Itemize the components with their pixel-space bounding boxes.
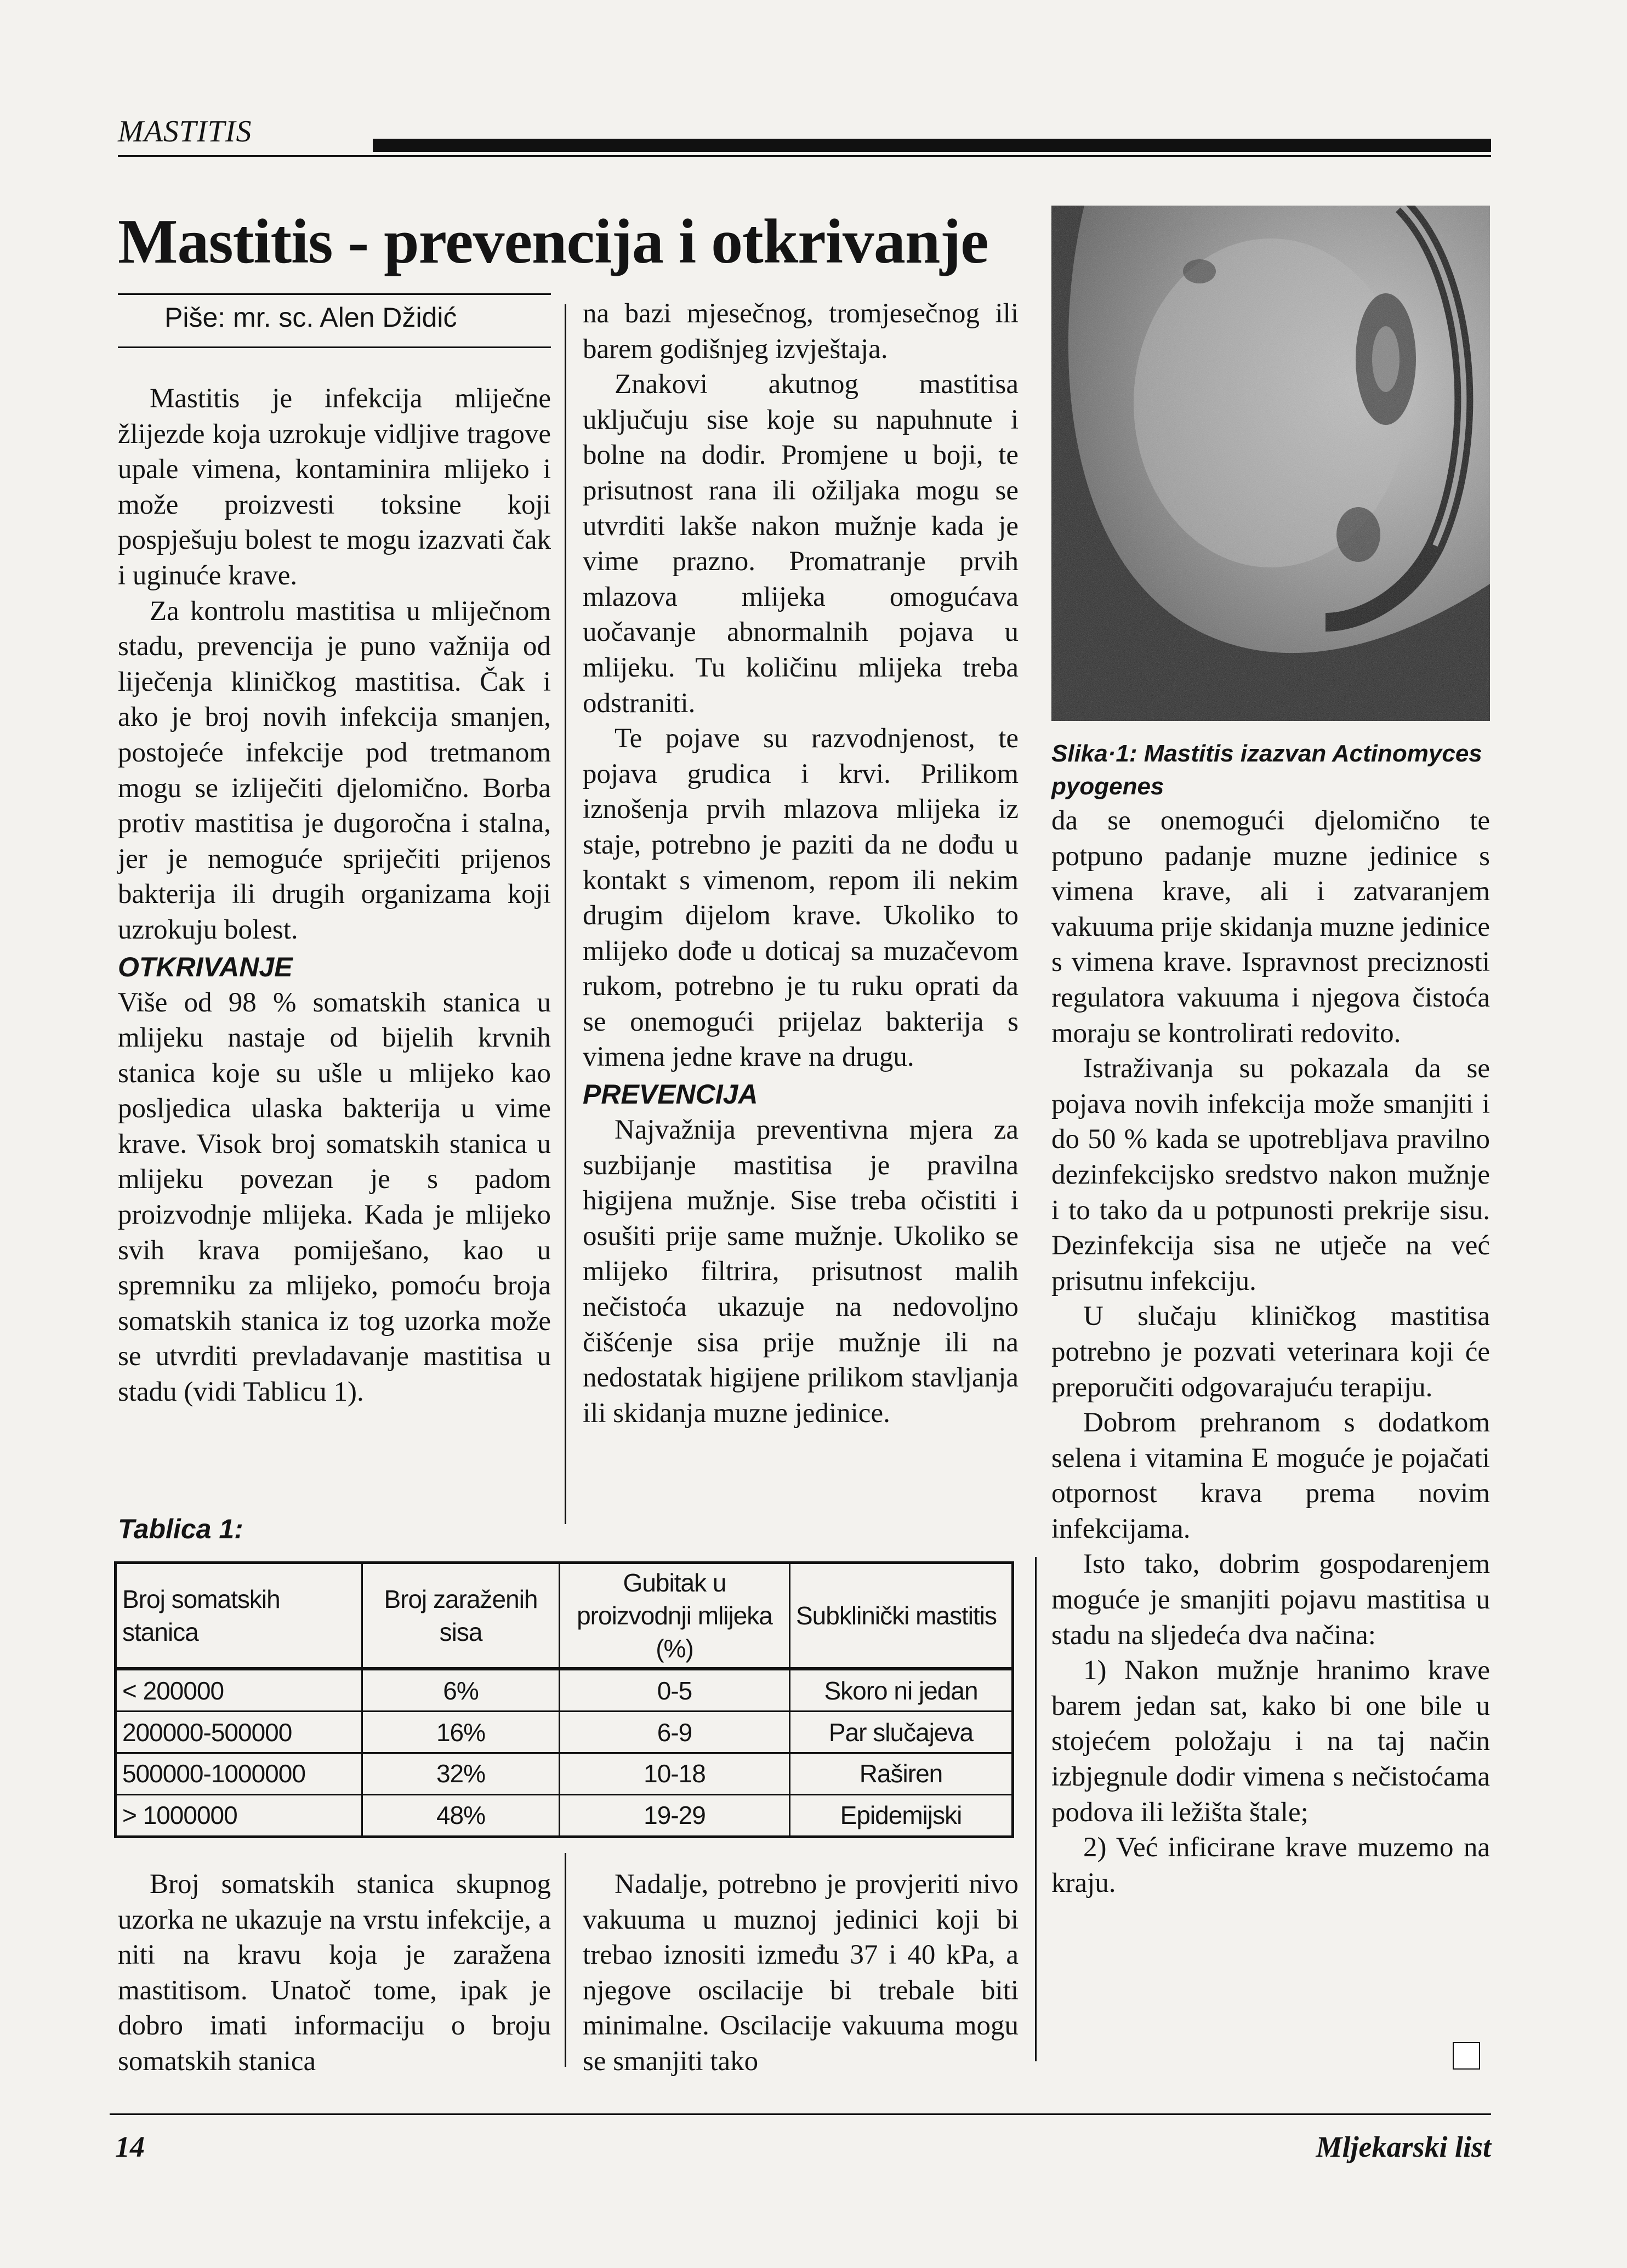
column-divider: [565, 304, 566, 1524]
paragraph: da se onemogući djelomično te potpuno padanje muzne jedinice s vimena krave, ali i zatvaranjem vakuuma prije skidanja muzne jedinice s vimena krave. Ispravnost preciznosti regulatora vakuuma i njegova čistoća moraju se kontrolirati redovito.: [1051, 805, 1490, 1049]
paragraph: Broj somatskih stanica skupnog uzorka ne ukazuje na vrstu infekcije, a niti na kravu koja je zaražena mastitisom. Unatoč tome, ipak je dobro imati informaciju o broju somatskih stanica: [118, 1869, 551, 2077]
magazine-name: Mljekarski list: [1316, 2130, 1491, 2163]
header-thin-rule: [118, 155, 1491, 157]
table-cell: 10-18: [560, 1753, 790, 1795]
paragraph: Istraživanja su pokazala da se pojava novih infekcija može smanjiti i do 50 % kada se upotrebljava pravilno dezinfekcijsko sredstvo nakon mužnje i to tako da u potpunosti prekrije sisu. Dezinfekcija sisa ne utječe na već prisutnu infekciju.: [1051, 1053, 1490, 1297]
table-header: Subklinički mastitis: [790, 1563, 1013, 1669]
table-cell: 200000-500000: [116, 1712, 362, 1753]
paragraph: Najvažnija preventivna mjera za suzbijanje mastitisa je pravilna higijena mužnje. Sise treba očistiti i osušiti prije same mužnje. Ukoliko se mlijeko filtrira, prisutnost malih nečistoća ukazuje na nedovoljno čišćenje sisa prije mužnje ili na nedostatak higijene prilikom stavljanja ili skidanja muzne jedinice.: [583, 1115, 1019, 1429]
table-row: [116, 1669, 1013, 1712]
udder-photo-illustration: [1051, 206, 1490, 721]
table-row: [116, 1753, 1013, 1795]
table-cell: > 1000000: [116, 1794, 362, 1837]
section-heading-otkrivanje: OTKRIVANJE: [118, 951, 293, 982]
end-of-article-mark: [1453, 2042, 1480, 2070]
column-2: [583, 296, 1019, 1431]
table-cell: Epidemijski: [790, 1794, 1013, 1837]
table-header: Gubitak u proizvodnji mlijeka (%): [560, 1563, 790, 1669]
table-cell: 32%: [362, 1753, 560, 1795]
table-cell: Skoro ni jedan: [790, 1669, 1013, 1712]
author-rule-top: [118, 293, 551, 295]
column-divider: [565, 1853, 566, 2067]
paragraph: Dobrom prehranom s dodatkom selena i vitamina E moguće je pojačati otpornost krava prema novim infekcijama.: [1051, 1407, 1490, 1544]
section-label: MASTITIS: [118, 115, 252, 149]
header-rule: [373, 139, 1491, 152]
table-row: [116, 1794, 1013, 1837]
paragraph: Isto tako, dobrim gospodarenjem moguće je smanjiti pojavu mastitisa u stadu na sljedeća dva načina:: [1051, 1549, 1490, 1651]
section-heading-prevencija: PREVENCIJA: [583, 1079, 758, 1110]
author-rule-bottom: [118, 346, 551, 348]
table-cell: 48%: [362, 1794, 560, 1837]
table-row: [116, 1712, 1013, 1753]
column-3: [1051, 803, 1490, 1901]
table-cell: Raširen: [790, 1753, 1013, 1795]
figure-caption: Slika·1: Mastitis izazvan Actinomyces pyogenes: [1051, 740, 1482, 800]
article-title: Mastitis - prevencija i otkrivanje: [118, 207, 988, 277]
column-divider: [1035, 1557, 1037, 2061]
paragraph: Nadalje, potrebno je provjeriti nivo vakuuma u muznoj jedinici koji bi trebao iznositi između 37 i 40 kPa, a njegove oscilacije bi trebale biti minimalne. Oscilacije vakuuma mogu se smanjiti tako: [583, 1869, 1019, 2077]
table-cell: 6-9: [560, 1712, 790, 1753]
footer-rule: [110, 2113, 1491, 2115]
table-cell: 19-29: [560, 1794, 790, 1837]
table-cell: 16%: [362, 1712, 560, 1753]
table-header: Broj zaraženih sisa: [362, 1563, 560, 1669]
paragraph: 2) Već inficirane krave muzemo na kraju.: [1051, 1832, 1490, 1898]
table-cell: 6%: [362, 1669, 560, 1712]
paragraph: Za kontrolu mastitisa u mliječnom stadu, prevencija je puno važnija od liječenja kliničkog mastitisa. Čak i ako je broj novih infekcija smanjen, postojeće infekcije pod tretmanom mogu se izliječiti djelomično. Borba protiv mastitisa je dugoročna i stalna, jer je nemoguće spriječiti prijenos bakterija ili drugih organizama koji uzrokuju bolest.: [118, 595, 551, 945]
somatic-cell-table: [114, 1561, 1014, 1838]
bottom-left-text: [118, 1867, 551, 2079]
paragraph: Znakovi akutnog mastitisa uključuju sise koje su napuhnute i bolne na dodir. Promjene u boji, te prisutnost rana ili ožiljaka mogu se utvrditi lakše nakon mužnje kada je vime prazno. Promatranje prvih mlazova mlijeka omogućava uočavanje abnormalnih pojava u mlijeku. Tu količinu mlijeka treba odstraniti.: [583, 369, 1019, 719]
table-cell: 500000-1000000: [116, 1753, 362, 1795]
column-1: [118, 381, 551, 1410]
paragraph: U slučaju kliničkog mastitisa potrebno je pozvati veterinara koji će preporučiti odgovarajuću terapiju.: [1051, 1301, 1490, 1403]
paragraph: Više od 98 % somatskih stanica u mlijeku nastaje od bijelih krvnih stanica koje su ušle u mlijeko kao posljedica ulaska bakterija u vime krave. Visok broj somatskih stanica u mlijeku povezan je s padom proizvodnje mlijeka. Kada je mlijeko svih krava pomiješano, kao u spremniku za mlijeko, pomoću broja somatskih stanica iz tog uzorka može se utvrditi prevladavanje mastitisa u stadu (vidi Tablicu 1).: [118, 987, 551, 1408]
table-caption: Tablica 1:: [118, 1514, 243, 1544]
table-cell: < 200000: [116, 1669, 362, 1712]
paragraph: Mastitis je infekcija mliječne žlijezde koja uzrokuje vidljive tragove upale vimena, kontaminira mlijeko i može proizvesti toksine koji pospješuju bolest te mogu izazvati čak i uginuće krave.: [118, 383, 551, 591]
table-header: Broj somatskih stanica: [116, 1563, 362, 1669]
paragraph: Te pojave su razvodnjenost, te pojava grudica i krvi. Prilikom iznošenja prvih mlazova mlijeka iz staje, potrebno je paziti da ne dođu u kontakt s vimenom, repom ili nekim drugim dijelom krave. Ukoliko to mlijeko dođe u doticaj sa muzačevom rukom, potrebno je tu ruku oprati da se onemogući prijelaz bakterija s vimena jedne krave na drugu.: [583, 723, 1019, 1073]
table-cell: 0-5: [560, 1669, 790, 1712]
article-author: Piše: mr. sc. Alen Džidić: [164, 302, 457, 333]
table-cell: Par slučajeva: [790, 1712, 1013, 1753]
bottom-middle-text: [583, 1867, 1019, 2079]
page-number: 14: [115, 2130, 145, 2163]
table-header-row: [116, 1563, 1013, 1669]
figure-photo: [1051, 206, 1490, 721]
paragraph: na bazi mjesečnog, tromjesečnog ili barem godišnjeg izvještaja.: [583, 298, 1019, 365]
paragraph: 1) Nakon mužnje hranimo krave barem jedan sat, kako bi one bile u stojećem položaju i na taj način izbjegnule dodir vimena s nečistoćama podova ili ležišta štale;: [1051, 1655, 1490, 1828]
